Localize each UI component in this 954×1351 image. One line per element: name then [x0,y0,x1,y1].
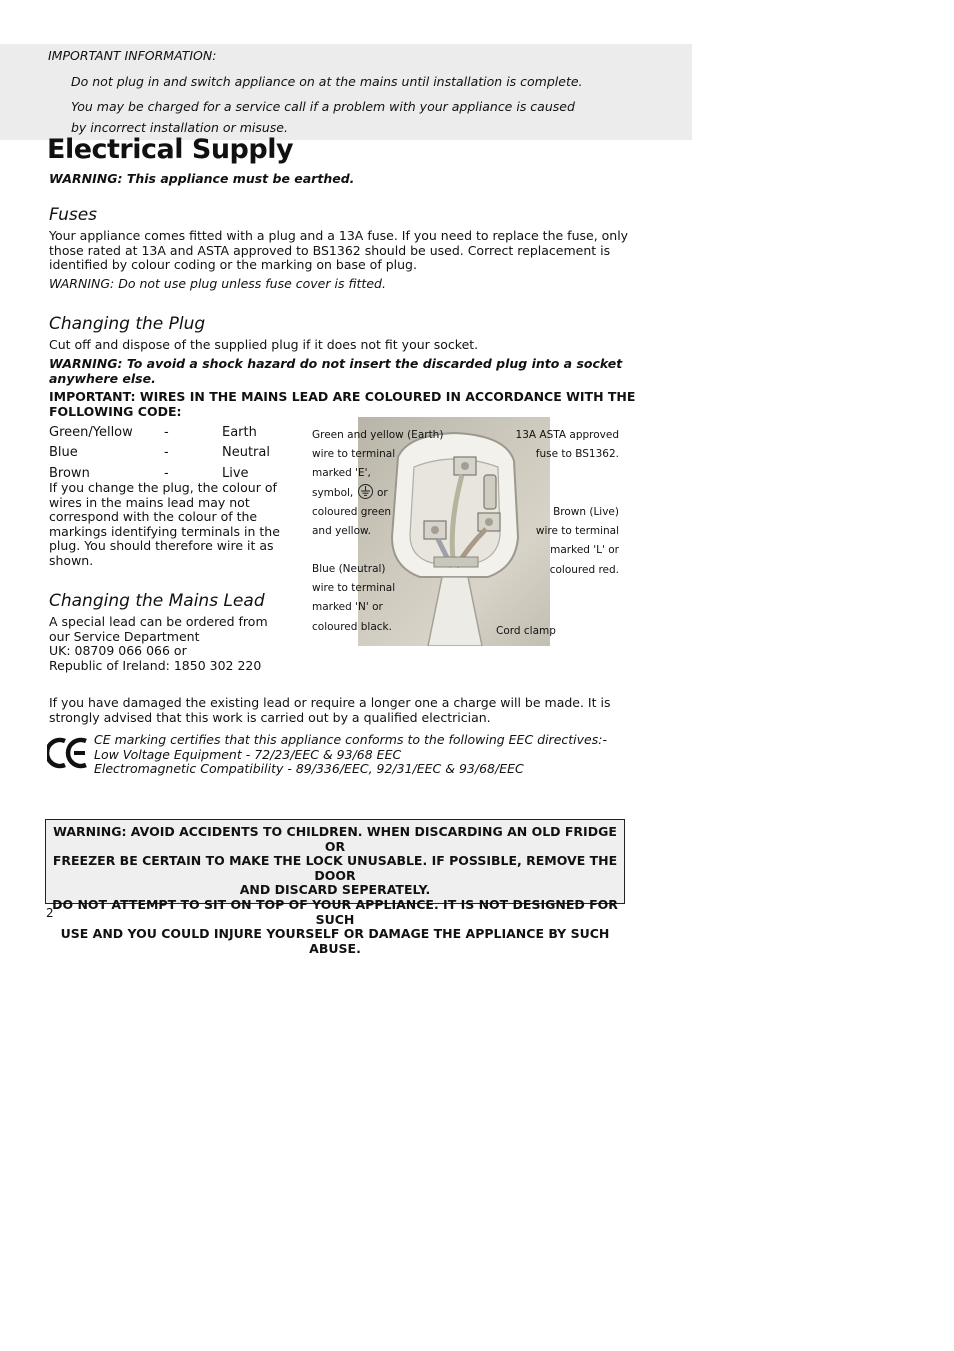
cord-clamp [434,557,478,567]
label-line: Blue (Neutral) [312,563,386,575]
note-line: If you change the plug, the colour of [49,480,277,495]
damaged-line: If you have damaged the existing lead or require a longer one a charge will be made. It is [49,695,611,710]
label-line: marked 'L' or [550,544,619,557]
label-line: coloured green [312,505,392,518]
symbol-suffix: or [376,486,388,499]
warning-line: WARNING: To avoid a shock hazard do not insert the discarded plug into a socket [49,356,623,371]
page-title: Electrical Supply [47,134,294,165]
notice-line: FOLLOWING CODE: [49,403,182,419]
ce-line: Low Voltage Equipment - 72/23/EEC & 93/68 EEC [94,746,402,762]
plug-intro: Cut off and dispose of the supplied plug if it does not fit your socket. [49,337,479,352]
fuses-line: Your appliance comes fitted with a plug and a 13A fuse. If you need to replace the fuse, only [49,228,629,243]
wire-separator: - [164,466,169,481]
children-warning-box [45,819,625,956]
wire-function: Earth [222,425,257,440]
label-line: marked 'E', [312,467,371,480]
fuses-line: identified by colour coding or the marking on base of plug. [49,257,417,272]
label-line: 13A ASTA approved [515,429,619,441]
important-info-heading: IMPORTANT INFORMATION: [48,48,217,63]
ce-line: Electromagnetic Compatibility - 89/336/EEC, 92/31/EEC & 93/68/EEC [94,761,524,776]
warning-line: WARNING: AVOID ACCIDENTS TO CHILDREN. WHEN DISCARDING AN OLD FRIDGE OR [53,824,617,854]
wire-function: Live [222,466,249,481]
mains-lead-line: our Service Department [49,628,200,644]
notice-line: IMPORTANT: WIRES IN THE MAINS LEAD ARE COLOURED IN ACCORDANCE WITH THE [49,389,636,404]
info-line-2: You may be charged for a service call if a problem with your appliance is caused [71,99,575,114]
info-line-3: by incorrect installation or misuse. [71,120,288,135]
mains-cable [428,577,482,646]
ce-mark-icon [47,736,89,770]
mains-lead-line: UK: 08709 066 066 or [49,643,187,658]
neutral-wire-label [312,560,395,637]
label-line: Brown (Live) [553,506,619,518]
label-line: fuse to BS1362. [535,448,619,461]
mains-lead-text [49,615,268,673]
symbol-text: symbol [312,486,350,499]
note-line: plug. You should therefore wire it as [49,538,274,553]
warning-line: FREEZER BE CERTAIN TO MAKE THE LOCK UNUSABLE. IF POSSIBLE, REMOVE THE DOOR [52,853,618,883]
mains-lead-heading: Changing the Mains Lead [49,591,265,611]
warning-line: anywhere else. [49,370,156,386]
label-line: wire to terminal [535,525,619,538]
note-line: correspond with the colour of the [49,509,258,524]
fuses-heading: Fuses [49,205,98,225]
note-line: wires in the mains lead may not [49,494,250,510]
info-line-1: Do not plug in and switch appliance on at the mains until installation is complete. [71,74,583,89]
shock-hazard-warning [49,357,622,386]
ce-directives [94,733,607,777]
mains-lead-line: A special lead can be ordered from [49,614,268,629]
label-line: Green and yellow (Earth) [312,429,444,441]
label-line: marked 'N' or [312,601,383,614]
mains-lead-line: Republic of Ireland: 1850 302 220 [49,657,262,673]
note-line: markings identifying terminals in the [49,523,280,539]
label-line: wire to terminal [312,448,396,461]
damaged-line: strongly advised that this work is carried out by a qualified electrician. [49,709,491,725]
changing-plug-heading: Changing the Plug [49,314,206,334]
page-number: 2 [46,906,54,920]
earth-wire-label [312,426,443,541]
earth-symbol-icon [357,484,374,499]
fuse-label [480,426,619,464]
label-line: coloured red. [549,563,619,576]
wire-code-notice [49,390,635,419]
live-wire-label [480,503,619,580]
earth-warning: WARNING: This appliance must be earthed. [49,171,355,186]
ce-line: CE marking certifies that this appliance conforms to the following EEC directives:- [94,732,607,747]
wire-colour: Brown [49,466,90,481]
damaged-lead-text [49,696,610,725]
warning-line: AND DISCARD SEPERATELY. [239,882,431,898]
label-line: and yellow. [312,525,371,538]
label-line: symbol, or [312,484,443,503]
warning-line: USE AND YOU COULD INJURE YOURSELF OR DAMAGE THE APPLIANCE BY SUCH ABUSE. [60,926,610,956]
wire-colour: Green/Yellow [49,425,133,440]
label-line: wire to terminal [312,582,396,595]
fuse-cover-warning: WARNING: Do not use plug unless fuse cover is fitted. [49,276,386,291]
wire-colour: Blue [49,445,78,460]
fuses-text [49,229,628,273]
label-line: coloured black. [312,620,392,633]
terminal-screw [461,462,469,470]
warning-line: DO NOT ATTEMPT TO SIT ON TOP OF YOUR APPLIANCE. IT IS NOT DESIGNED FOR SUCH [52,896,618,927]
note-line: shown. [49,552,94,568]
wire-separator: - [164,445,169,460]
cord-clamp-label: Cord clamp [496,625,556,637]
fuses-line: those rated at 13A and ASTA approved to BS1362 should be used. Correct replacement is [49,242,611,258]
wire-separator: - [164,425,169,440]
wire-function: Neutral [222,445,270,460]
wiring-note [49,481,289,568]
